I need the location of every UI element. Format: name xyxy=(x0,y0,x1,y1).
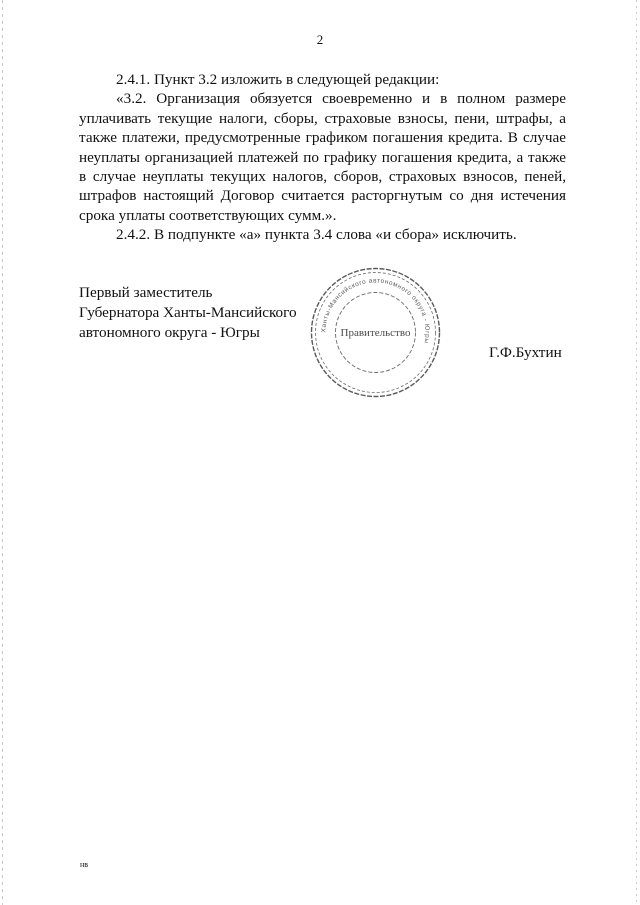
paragraph-3-2-quote: «3.2. Организация обязуется своевременно и в полном размере уплачивать текущие налоги, сборы, страховые взносы, пени, штрафы, а также платежи, предусмотренные графиком погашения кредита. В случае неуплаты организацией платежей по графику погашения кредита, а также в случае неуплаты текущих налогов, сборов, страховых взносов, пеней, штрафов настоящий Договор считается расторгнутым со дня истечения срока уплаты соответствующих сумм.». xyxy=(79,90,566,224)
page-number: 2 xyxy=(316,32,324,47)
signer-name: Г.Ф.Бухтин xyxy=(489,344,562,361)
official-seal-stamp xyxy=(309,266,442,399)
footer-initials: нв xyxy=(80,860,89,869)
paragraph-2-4-1: 2.4.1. Пункт 3.2 изложить в следующей редакции: xyxy=(116,71,440,88)
svg-text:Правительство: Правительство xyxy=(340,327,411,339)
signer-position-line: Губернатора Ханты-Мансийского xyxy=(79,304,297,321)
document-body xyxy=(79,70,566,245)
page-edge-left xyxy=(2,0,3,905)
paragraph-2-4-2: 2.4.2. В подпункте «а» пункта 3.4 слова «и сбора» исключить. xyxy=(116,226,517,244)
page-edge-right xyxy=(636,0,637,905)
signer-position-line: Первый заместитель xyxy=(79,284,213,301)
svg-text:Ханты-Мансийского автономного: Ханты-Мансийского автономного округа - Югры xyxy=(320,277,431,345)
signer-position xyxy=(79,283,297,343)
signer-position-line: автономного округа - Югры xyxy=(79,324,260,341)
